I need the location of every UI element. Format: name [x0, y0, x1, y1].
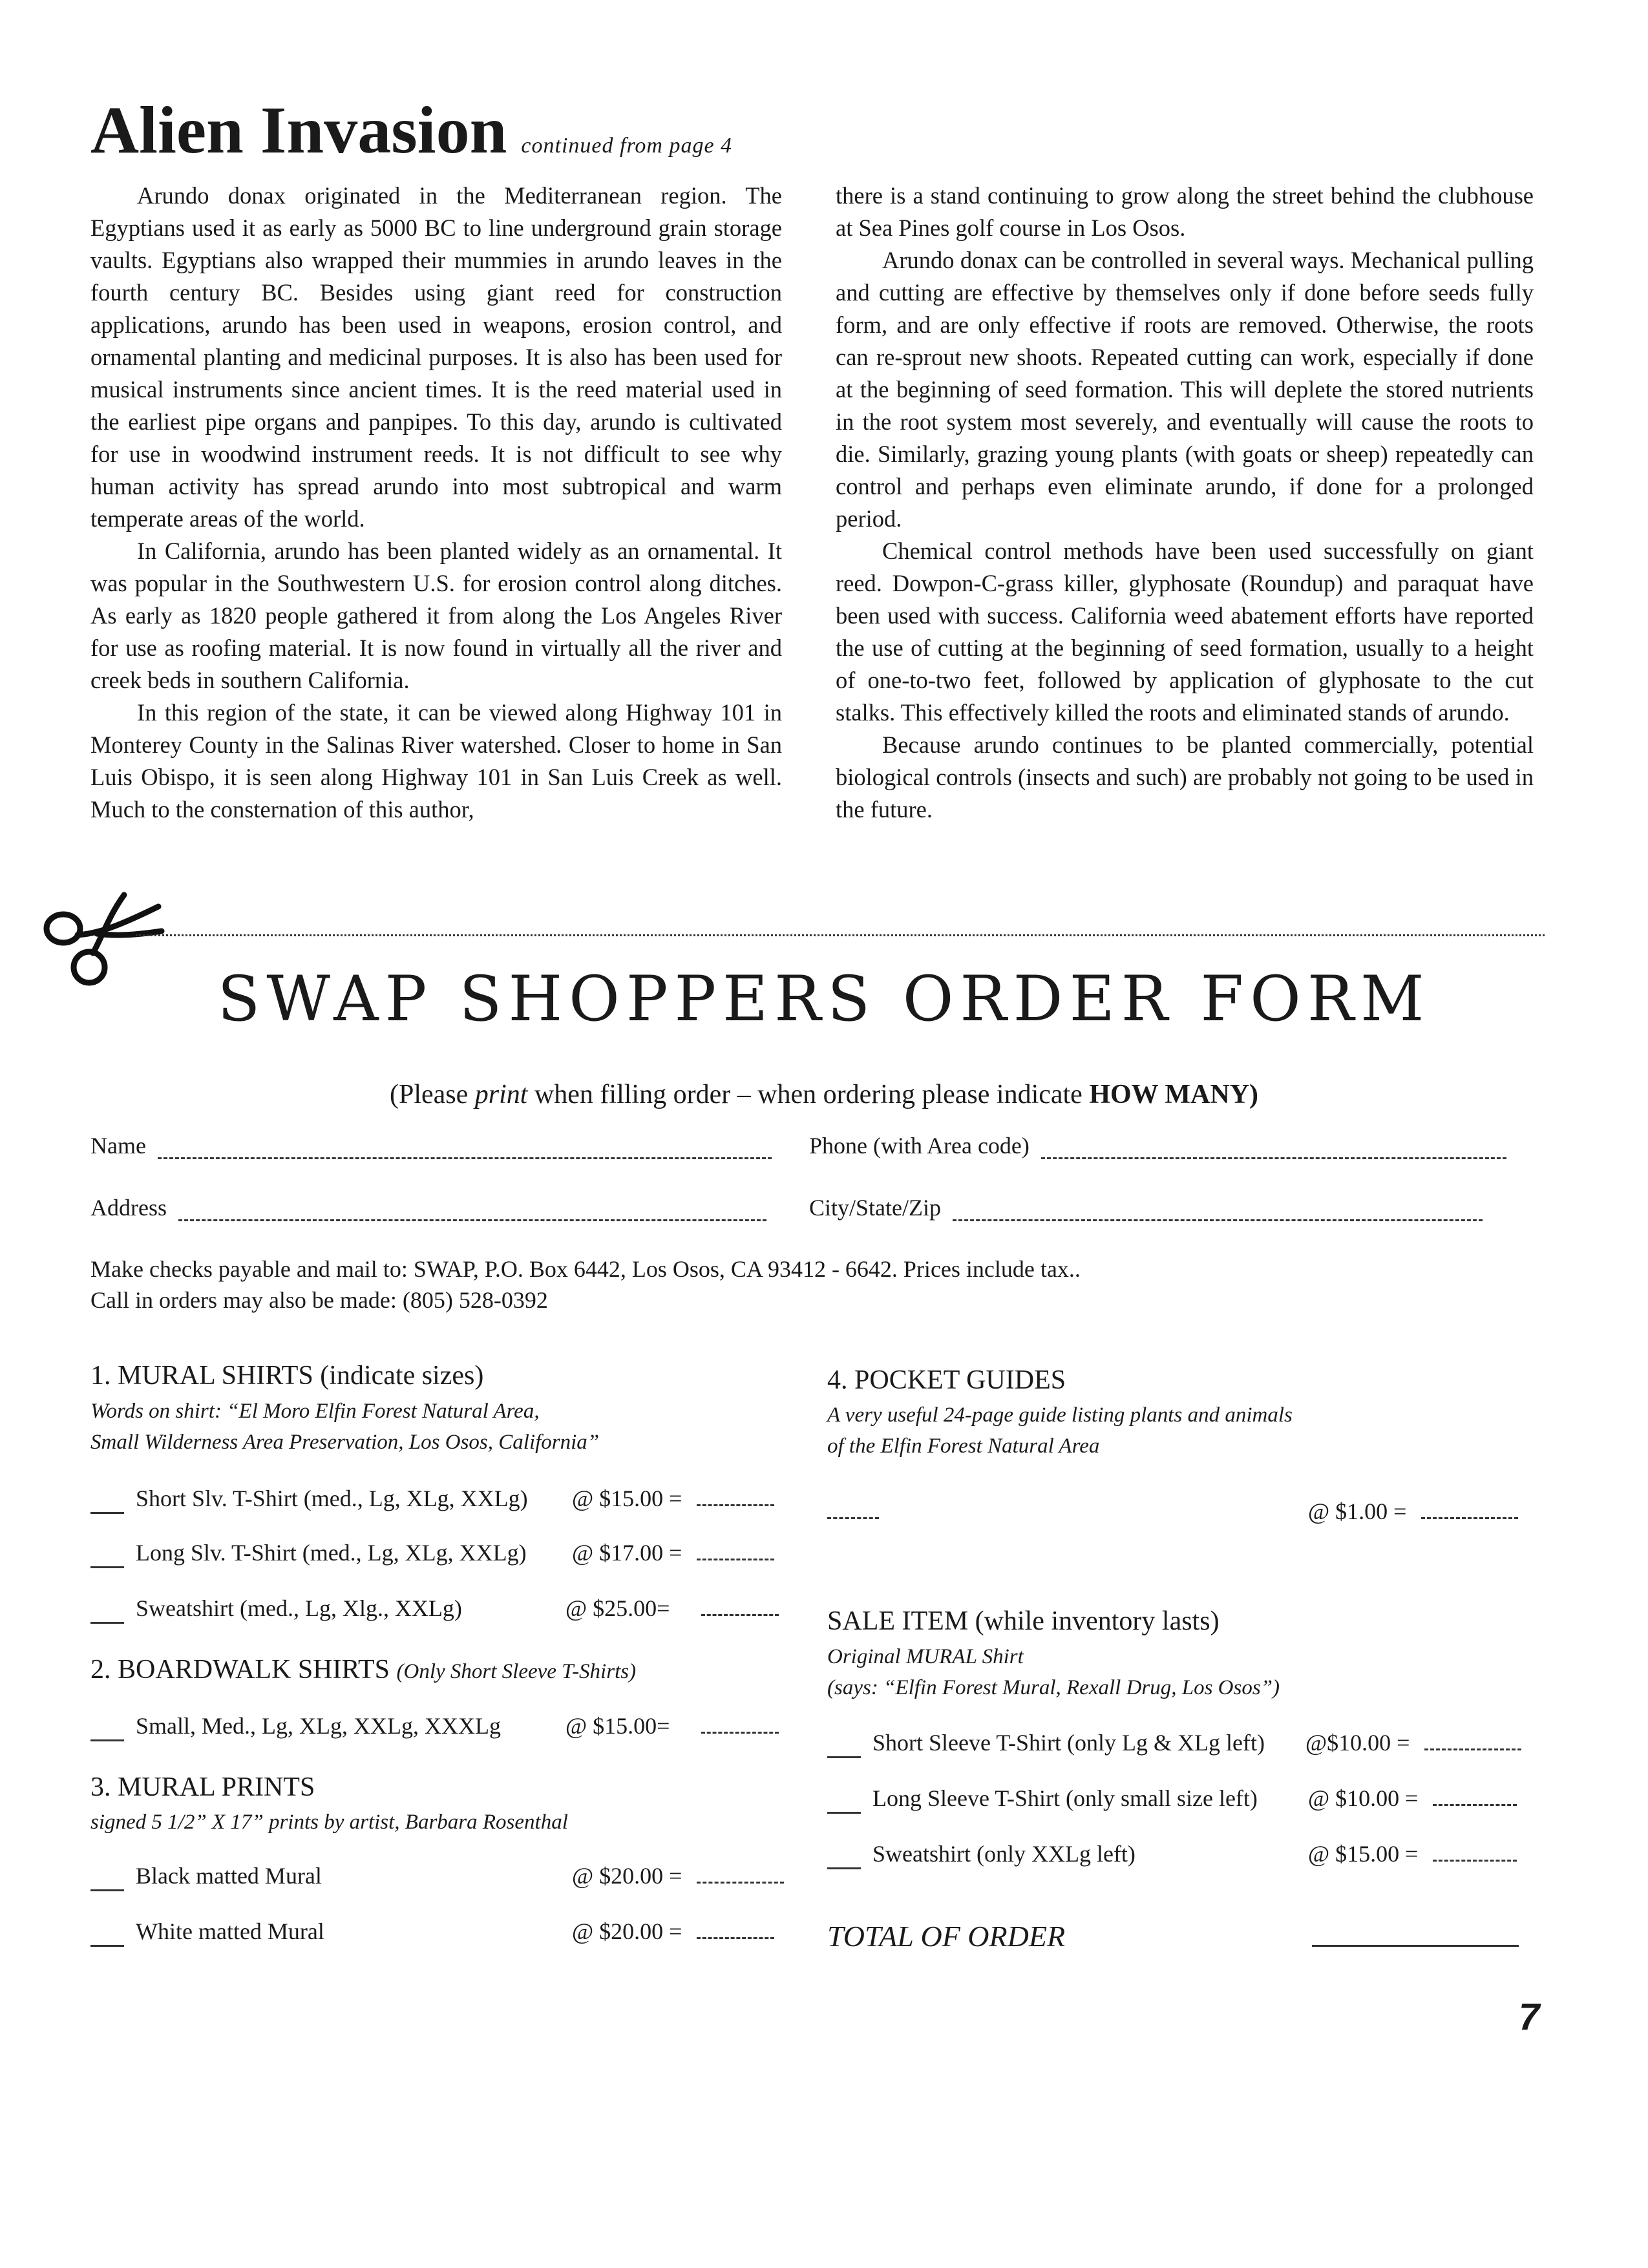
phone-field: [809, 1132, 1506, 1159]
amount-input[interactable]: [1424, 1729, 1521, 1750]
item-price: @ $10.00 =: [1308, 1785, 1419, 1811]
total-of-order-label: TOTAL OF ORDER: [827, 1920, 1066, 1953]
article-column-right: [836, 180, 1534, 826]
article-paragraph: In California, arundo has been planted widely as an ornamental. It was popular in the Southwestern U.S. for erosion control along ditches. As early as 1820 people gathered it from along the Los Angeles River for use as roofing material. It is now found in virtually all the river and creek beds in southern California.: [90, 538, 782, 693]
order-item: [90, 1595, 462, 1624]
name-field: [90, 1132, 772, 1159]
item-label: White matted Mural: [136, 1918, 324, 1944]
phone-input[interactable]: [1041, 1138, 1506, 1159]
article-paragraph: there is a stand continuing to grow along the street behind the clubhouse at Sea Pines golf course in Los Osos.: [836, 182, 1534, 241]
section-note: Words on shirt: “El Moro Elfin Forest Natural Area,: [90, 1400, 540, 1423]
order-item: [90, 1862, 322, 1891]
instructions-text: when filling order – when ordering please indicate: [527, 1080, 1090, 1109]
name-label: Name: [90, 1133, 146, 1159]
item-price-row: [565, 1712, 779, 1739]
order-item: [827, 1840, 1136, 1869]
cut-line: [136, 934, 1545, 936]
order-item: [827, 1729, 1265, 1758]
item-price-row: [1308, 1840, 1517, 1867]
order-item: [90, 1485, 528, 1514]
order-form-instructions: [0, 1079, 1648, 1110]
article-paragraph: In this region of the state, it can be viewed along Highway 101 in Monterey County in the Salinas River watershed. Closer to home in San Luis Obispo, it is seen along Highway 101 in San Luis Creek as well. Much to the consternation of this author,: [90, 699, 782, 823]
call-instructions: Call in orders may also be made: (805) 528-0392: [90, 1287, 548, 1313]
amount-input[interactable]: [701, 1595, 779, 1616]
item-price: @ $15.00 =: [1308, 1841, 1419, 1867]
city-input[interactable]: [953, 1200, 1483, 1221]
amount-input[interactable]: [697, 1862, 784, 1884]
quantity-input[interactable]: [90, 1862, 124, 1891]
article-paragraph: Because arundo continues to be planted commercially, potential biological controls (insects and such) are probably not going to be used in the future.: [836, 731, 1534, 823]
amount-input[interactable]: [1421, 1498, 1518, 1519]
name-input[interactable]: [158, 1138, 772, 1159]
amount-input[interactable]: [1433, 1840, 1517, 1862]
section-sale-item-heading: SALE ITEM (while inventory lasts): [827, 1606, 1220, 1636]
item-price: @ $17.00 =: [572, 1540, 682, 1566]
item-price: @ $25.00=: [565, 1595, 670, 1621]
item-label: Long Sleeve T-Shirt (only small size left): [872, 1785, 1258, 1811]
quantity-input[interactable]: [90, 1539, 124, 1568]
address-label: Address: [90, 1195, 167, 1221]
section-note: (says: “Elfin Forest Mural, Rexall Drug, Los Osos”): [827, 1676, 1280, 1699]
section-heading-note: (Only Short Sleeve T-Shirts): [396, 1660, 637, 1683]
phone-label: Phone (with Area code): [809, 1133, 1030, 1159]
item-label: Sweatshirt (med., Lg, Xlg., XXLg): [136, 1595, 462, 1621]
section-heading-text: 2. BOARDWALK SHIRTS: [90, 1655, 397, 1685]
item-label: Short Slv. T-Shirt (med., Lg, XLg, XXLg): [136, 1486, 528, 1511]
section-note: signed 5 1/2” X 17” prints by artist, Barbara Rosenthal: [90, 1811, 568, 1834]
amount-input[interactable]: [697, 1539, 774, 1560]
mail-instructions: Make checks payable and mail to: SWAP, P.O. Box 6442, Los Osos, CA 93412 - 6642. Prices include tax..: [90, 1256, 1081, 1282]
article-paragraph: Chemical control methods have been used successfully on giant reed. Dowpon-C-grass killer, glyphosate (Roundup) and paraquat have been used with success. California weed abatement efforts have reported the use of cutting at the beginning of seed formation, usually to a height of one-to-two feet, followed by application of glyphosate to the cut stalks. This effectively killed the roots and eliminated stands of arundo.: [836, 538, 1534, 726]
quantity-input[interactable]: [90, 1918, 124, 1947]
section-mural-prints-heading: 3. MURAL PRINTS: [90, 1772, 315, 1802]
total-input[interactable]: [1312, 1945, 1519, 1947]
order-item: [827, 1785, 1258, 1814]
section-pocket-guides-heading: 4. POCKET GUIDES: [827, 1365, 1066, 1395]
item-price: @ $20.00 =: [572, 1863, 682, 1889]
page-number: 7: [1519, 1996, 1540, 2038]
section-boardwalk-shirts-heading: [90, 1654, 636, 1685]
item-price: @ $15.00 =: [572, 1486, 682, 1511]
order-item: [827, 1498, 879, 1525]
item-label: Sweatshirt (only XXLg left): [872, 1841, 1136, 1867]
item-price: @ $20.00 =: [572, 1918, 682, 1944]
address-field: [90, 1194, 766, 1221]
order-form-title: SWAP SHOPPERS ORDER FORM: [217, 963, 1431, 1035]
quantity-input[interactable]: [827, 1498, 879, 1519]
article-paragraph: Arundo donax originated in the Mediterranean region. The Egyptians used it as early as 5000 BC to line underground grain storage vaults. Egyptians also wrapped their mummies in arundo leaves in the fourth century BC. Besides using giant reed for construction applications, arundo has been used in weapons, erosion control, and ornamental planting and medicinal purposes. It is also has been used for musical instruments since ancient times. It is the reed material used in the earliest pipe organs and panpipes. To this day, arundo is cultivated for use in woodwind instrument reeds. It is not difficult to see why human activity has spread arundo into most subtropical and warm temperate areas of the world.: [90, 182, 782, 532]
amount-input[interactable]: [1433, 1785, 1517, 1806]
section-note: Small Wilderness Area Preservation, Los Osos, California”: [90, 1431, 600, 1454]
item-price-row: [565, 1595, 779, 1622]
quantity-input[interactable]: [827, 1785, 861, 1814]
quantity-input[interactable]: [827, 1729, 861, 1758]
quantity-input[interactable]: [827, 1840, 861, 1869]
article-title-text: Alien Invasion: [90, 93, 507, 167]
address-input[interactable]: [178, 1200, 766, 1221]
section-note: A very useful 24-page guide listing plants and animals: [827, 1403, 1293, 1427]
amount-input[interactable]: [701, 1712, 779, 1734]
article-paragraph: Arundo donax can be controlled in several ways. Mechanical pulling and cutting are effective by themselves only if done before seeds fully form, and are only effective if roots are removed. Otherwise, the roots can re-sprout new shoots. Repeated cutting can work, especially if done at the beginning of seed formation. This will deplete the stored nutrients in the root system most severely, and eventually will cause the roots to die. Similarly, grazing young plants (with goats or sheep) repeatedly can control and perhaps even eliminate arundo, if done for a prolonged period.: [836, 247, 1534, 532]
order-item: [90, 1918, 324, 1947]
amount-input[interactable]: [697, 1485, 774, 1506]
order-item: [90, 1712, 501, 1741]
order-item: [90, 1539, 527, 1568]
continued-note: continued from page 4: [521, 134, 733, 158]
item-price-row: [572, 1918, 774, 1945]
item-label: Long Slv. T-Shirt (med., Lg, XLg, XXLg): [136, 1540, 527, 1566]
section-mural-shirts-heading: 1. MURAL SHIRTS (indicate sizes): [90, 1361, 484, 1391]
item-price-row: [572, 1539, 774, 1566]
item-price: @ $1.00 =: [1308, 1498, 1407, 1524]
item-label: Short Sleeve T-Shirt (only Lg & XLg left): [872, 1730, 1265, 1756]
item-price-row: [572, 1862, 784, 1889]
item-price-row: [1308, 1498, 1518, 1525]
instructions-print: print: [474, 1080, 528, 1109]
item-price-row: [572, 1485, 774, 1512]
item-label: Black matted Mural: [136, 1863, 322, 1889]
instructions-text: (Please: [389, 1080, 475, 1109]
instructions-how-many: HOW MANY): [1089, 1080, 1259, 1109]
item-label: Small, Med., Lg, XLg, XXLg, XXXLg: [136, 1713, 501, 1739]
item-price-row: [1305, 1729, 1521, 1756]
section-note: Original MURAL Shirt: [827, 1645, 1024, 1668]
article-title: [90, 93, 733, 167]
city-field: [809, 1194, 1483, 1221]
amount-input[interactable]: [697, 1918, 774, 1939]
quantity-input[interactable]: [90, 1712, 124, 1741]
item-price: @$10.00 =: [1305, 1730, 1410, 1756]
city-label: City/State/Zip: [809, 1195, 941, 1221]
quantity-input[interactable]: [90, 1485, 124, 1514]
item-price: @ $15.00=: [565, 1713, 670, 1739]
article-column-left: [90, 180, 782, 826]
section-note: of the Elfin Forest Natural Area: [827, 1434, 1100, 1458]
item-price-row: [1308, 1785, 1517, 1812]
quantity-input[interactable]: [90, 1595, 124, 1624]
